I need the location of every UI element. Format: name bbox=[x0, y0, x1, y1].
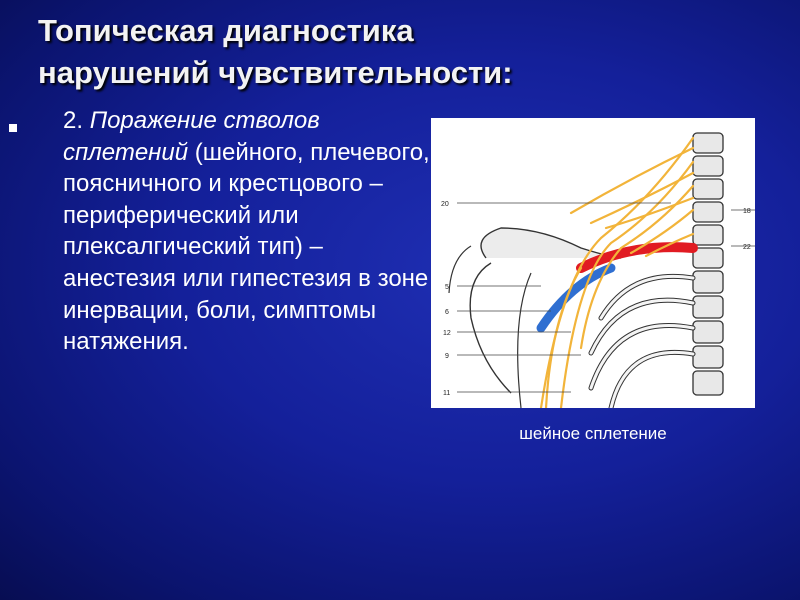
cervical-plexus-drawing bbox=[431, 118, 755, 408]
figure-label-11: 11 bbox=[443, 390, 451, 397]
figure-label-9: 9 bbox=[445, 353, 449, 360]
bullet-marker bbox=[9, 124, 17, 132]
title-line-1: Топическая диагностика bbox=[38, 13, 414, 48]
anatomy-illustration bbox=[431, 118, 755, 408]
emphasis-text: Поражение стволов сплетений bbox=[63, 107, 320, 166]
item-number: 2. bbox=[63, 107, 90, 134]
figure-label-6: 6 bbox=[445, 309, 449, 316]
figure-label-18: 18 bbox=[743, 208, 751, 215]
slide-title bbox=[38, 10, 778, 94]
body-text bbox=[63, 105, 433, 358]
figure-caption: шейное сплетение bbox=[519, 424, 667, 443]
figure-label-12: 12 bbox=[443, 330, 451, 337]
figure-label-20: 20 bbox=[441, 201, 449, 208]
figure-label-5: 5 bbox=[445, 284, 449, 291]
title-line-2: нарушений чувствительности: bbox=[38, 55, 513, 90]
figure-label-22: 22 bbox=[743, 244, 751, 251]
description-text: (шейного, плечевого, поясничного и крестцового – периферический или плексалгический тип) – анестезия или гипестезия в зоне инервации, боли, симптомы натяжения. bbox=[63, 138, 430, 356]
